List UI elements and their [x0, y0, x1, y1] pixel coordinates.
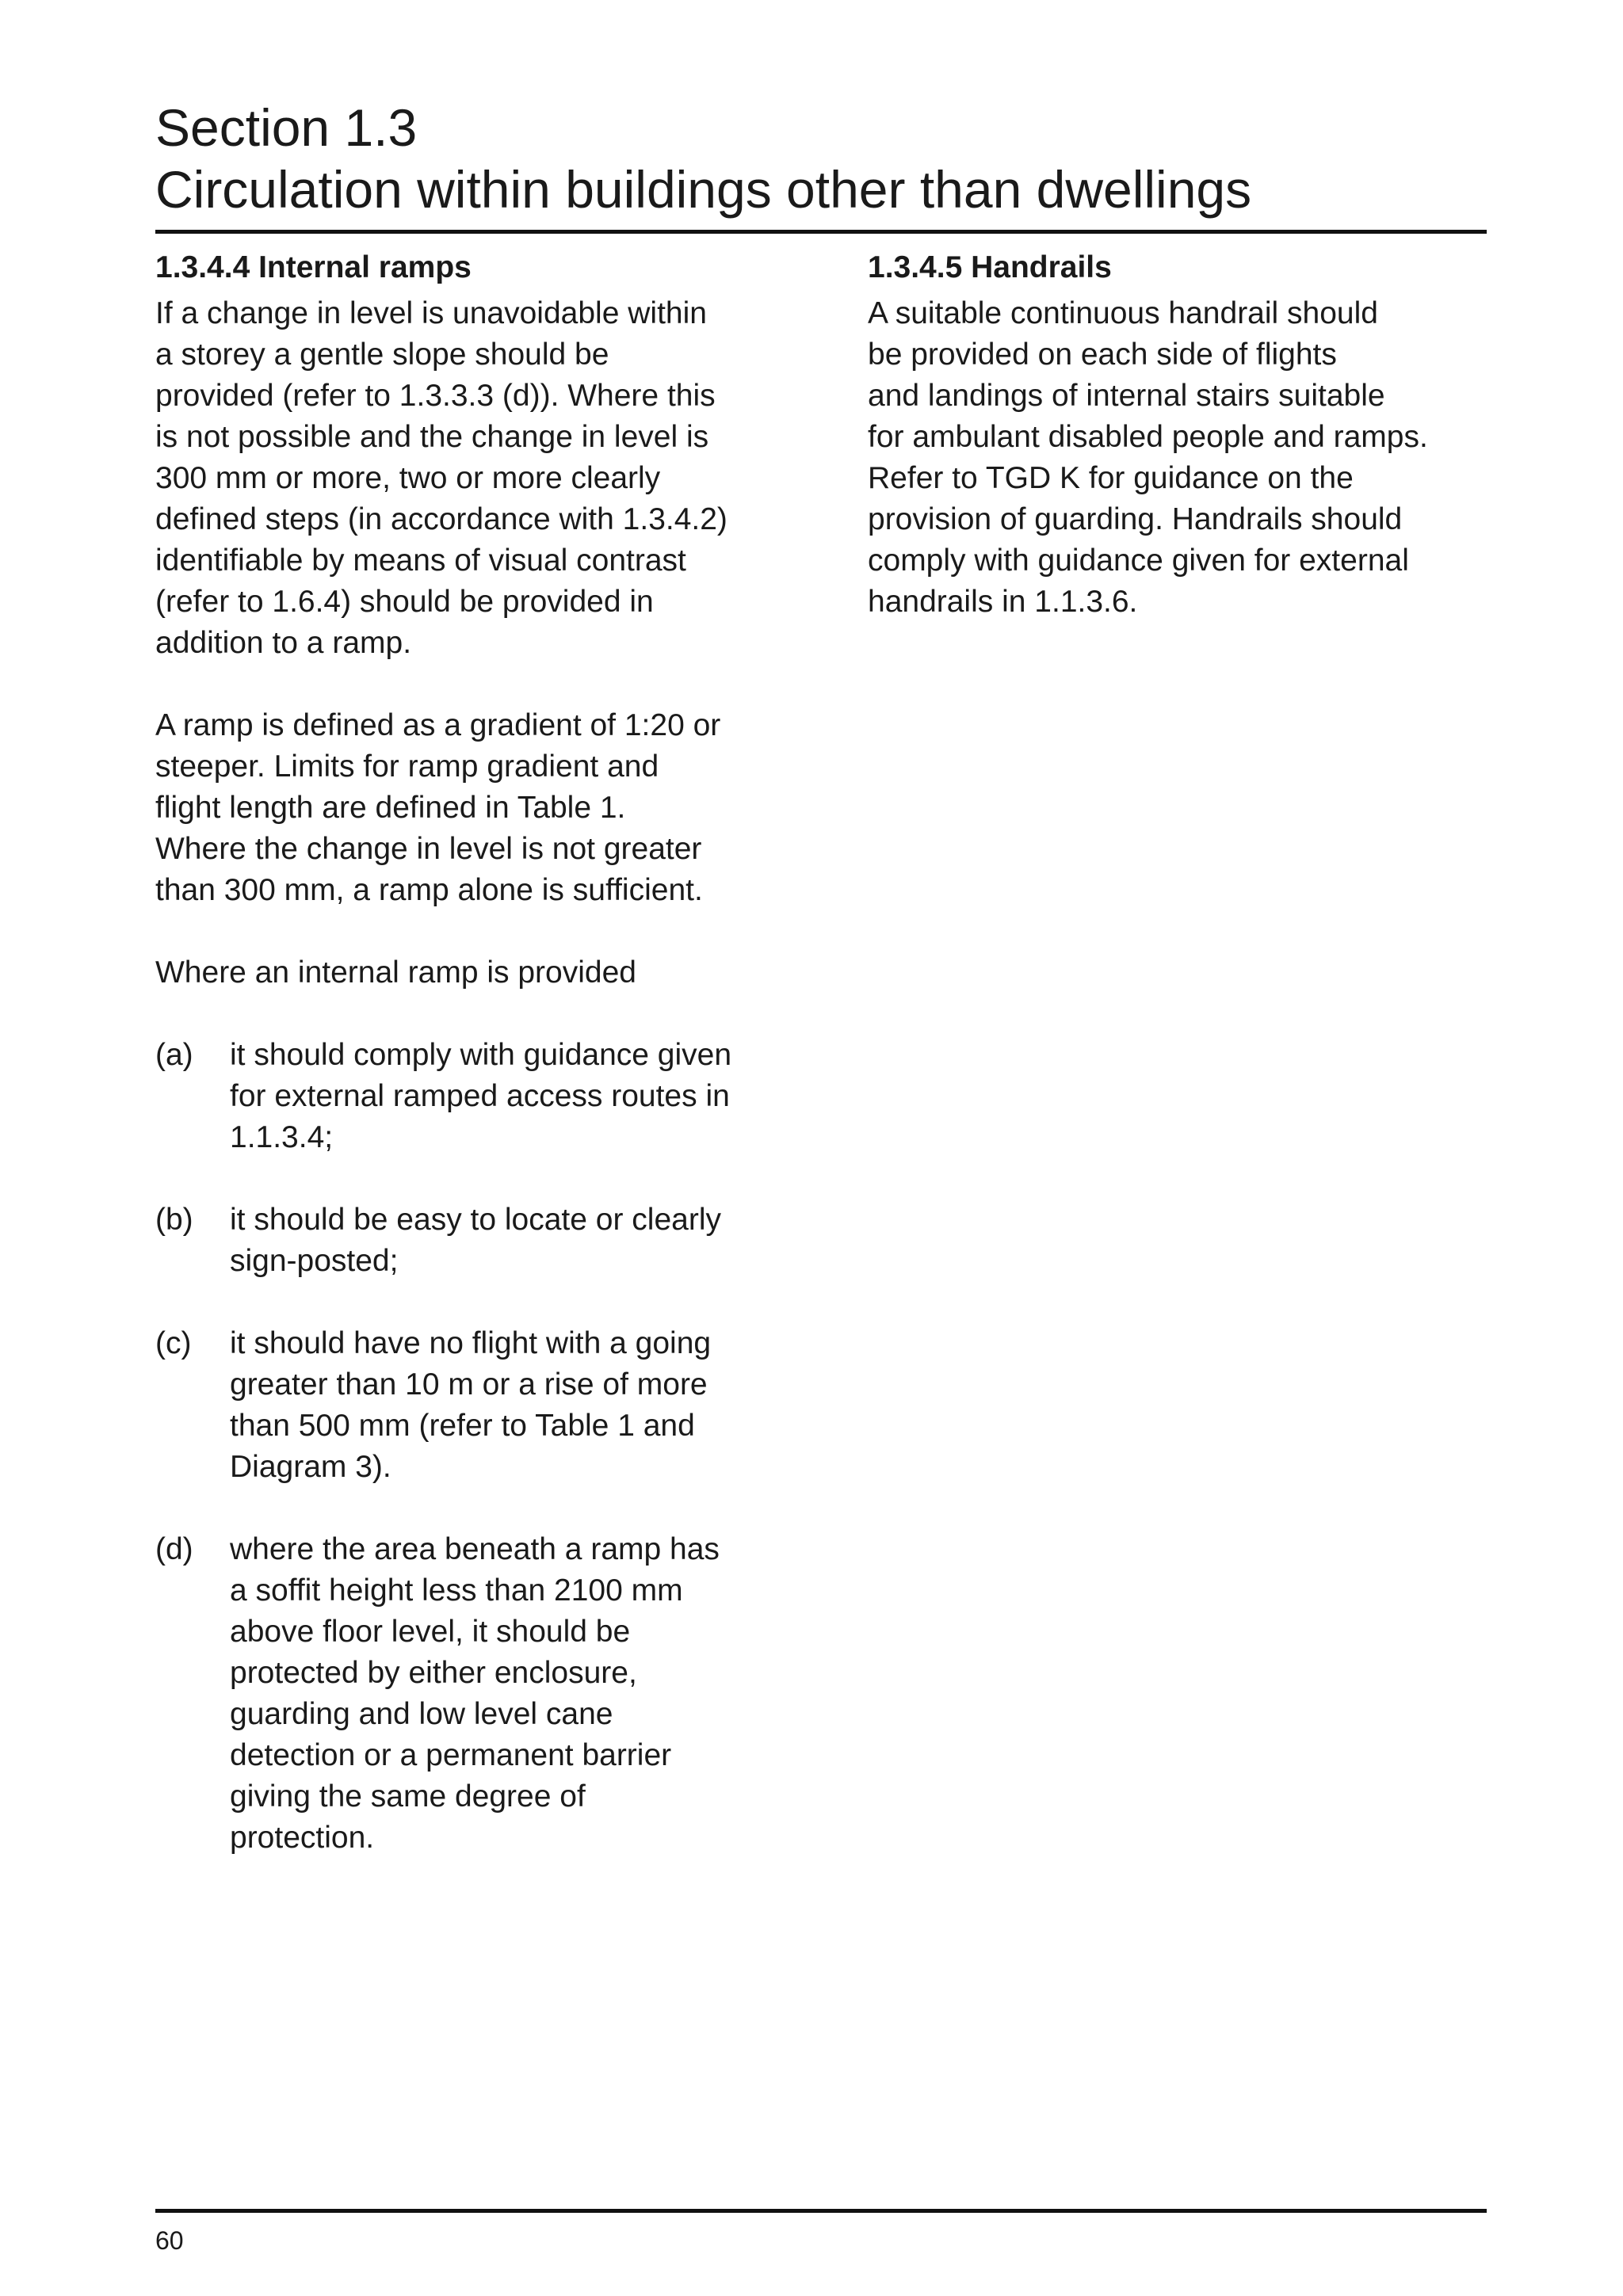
text-line: greater than 10 m or a rise of more: [230, 1367, 708, 1402]
footer-rule: [155, 2209, 1487, 2213]
text-line: and landings of internal stairs suitable: [868, 379, 1385, 413]
list-item-b: [155, 1199, 789, 1282]
list-label: (a): [155, 1038, 193, 1072]
text-line: Where the change in level is not greater: [155, 832, 702, 866]
text-line: 300 mm or more, two or more clearly: [155, 461, 661, 495]
list-label: (d): [155, 1532, 193, 1566]
page-header: [155, 97, 1487, 220]
text-line: (refer to 1.6.4) should be provided in: [155, 585, 654, 619]
text-line: it should have no flight with a going: [230, 1326, 712, 1360]
text-line: protected by either enclosure,: [230, 1656, 637, 1690]
text-line: is not possible and the change in level is: [155, 420, 709, 454]
text-line: A suitable continuous handrail should: [868, 296, 1378, 330]
text-line: giving the same degree of: [230, 1779, 586, 1814]
text-line: Diagram 3).: [230, 1450, 391, 1484]
text-line: steeper. Limits for ramp gradient and: [155, 749, 659, 784]
text-line: guarding and low level cane: [230, 1697, 613, 1731]
list-item-d: [155, 1529, 789, 1859]
text-line: it should comply with guidance given: [230, 1038, 732, 1072]
list-label: (b): [155, 1203, 193, 1237]
list-label: (c): [155, 1326, 192, 1360]
text-line: defined steps (in accordance with 1.3.4.2): [155, 502, 727, 536]
right-column: [868, 247, 1502, 664]
internal-ramps-heading: 1.3.4.4 Internal ramps: [155, 250, 472, 284]
text-line: be provided on each side of flights: [868, 338, 1337, 372]
text-line: where the area beneath a ramp has: [230, 1532, 720, 1566]
header-rule: [155, 230, 1487, 234]
text-line: a soffit height less than 2100 mm: [230, 1573, 683, 1608]
handrails-paragraph: [868, 293, 1494, 623]
text-line: provision of guarding. Handrails should: [868, 502, 1403, 536]
text-line: a storey a gentle slope should be: [155, 338, 609, 372]
text-line: Where an internal ramp is provided: [155, 955, 636, 990]
text-line: comply with guidance given for external: [868, 543, 1409, 578]
internal-ramps-paragraph-1: [155, 293, 773, 664]
internal-ramps-paragraph-2: [155, 705, 773, 911]
section-label: Section 1.3: [155, 98, 418, 157]
text-line: for ambulant disabled people and ramps.: [868, 420, 1428, 454]
text-line: flight length are defined in Table 1.: [155, 791, 626, 825]
text-line: than 300 mm, a ramp alone is sufficient.: [155, 873, 703, 907]
handrails-heading: 1.3.4.5 Handrails: [868, 250, 1112, 284]
text-line: sign-posted;: [230, 1244, 399, 1278]
text-line: than 500 mm (refer to Table 1 and: [230, 1409, 695, 1443]
text-line: If a change in level is unavoidable within: [155, 296, 707, 330]
text-line: protection.: [230, 1821, 375, 1855]
text-line: provided (refer to 1.3.3.3 (d)). Where this: [155, 379, 716, 413]
left-column: [155, 247, 789, 1900]
text-line: Refer to TGD K for guidance on the: [868, 461, 1354, 495]
text-line: handrails in 1.1.3.6.: [868, 585, 1138, 619]
page-number: 60: [155, 2226, 184, 2255]
text-line: 1.1.3.4;: [230, 1120, 334, 1154]
list-item-c: [155, 1323, 789, 1488]
section-title: Circulation within buildings other than dwellings: [155, 160, 1252, 219]
text-line: A ramp is defined as a gradient of 1:20 or: [155, 708, 721, 742]
text-line: it should be easy to locate or clearly: [230, 1203, 722, 1237]
list-item-a: [155, 1035, 789, 1158]
text-line: detection or a permanent barrier: [230, 1738, 672, 1772]
text-line: addition to a ramp.: [155, 626, 412, 660]
text-line: identifiable by means of visual contrast: [155, 543, 686, 578]
text-line: for external ramped access routes in: [230, 1079, 730, 1113]
text-line: above floor level, it should be: [230, 1615, 631, 1649]
internal-ramps-paragraph-3: [155, 952, 773, 994]
